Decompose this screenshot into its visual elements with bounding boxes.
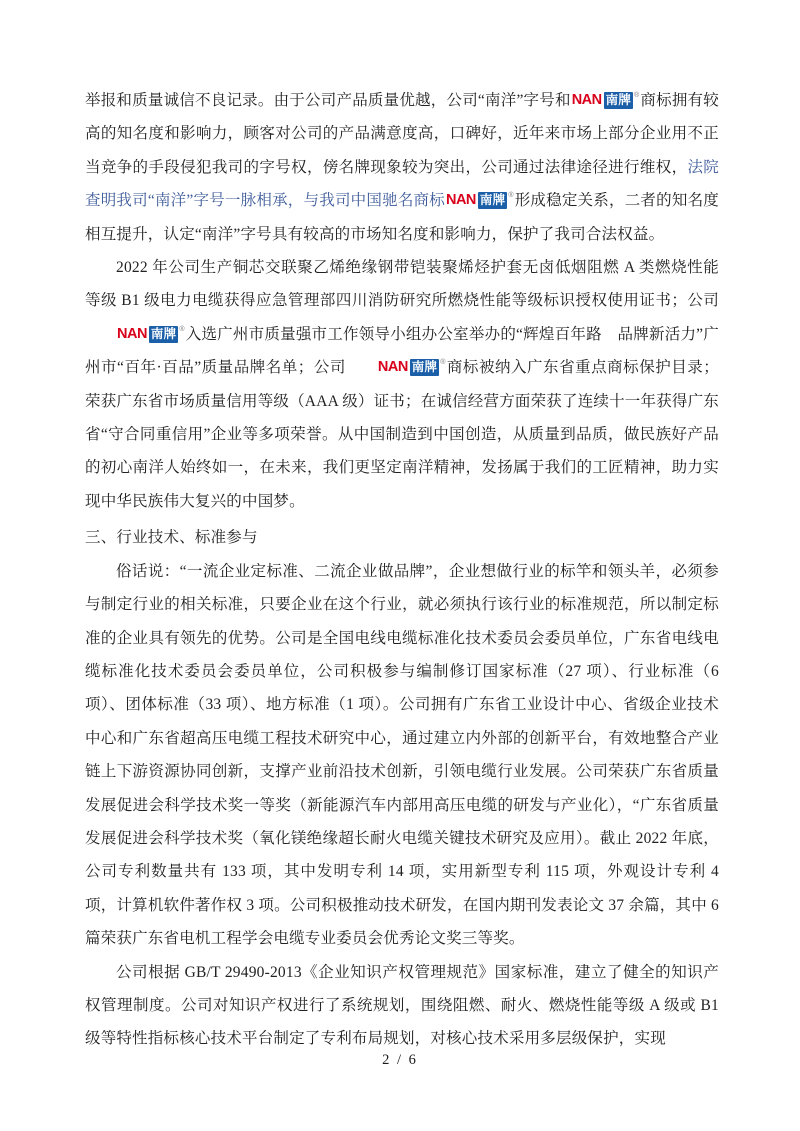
text-run: 形成稳定关系，二者的知名度相互提升，认定“南洋”字号具有较高的市场知名度和影响力，保护了我司合法权益。	[85, 192, 719, 243]
page-number: 2 / 6	[382, 1052, 418, 1068]
nan-brand-logo	[347, 359, 446, 375]
nan-brand-logo	[572, 92, 640, 108]
brand-nanpai-text: 南牌	[150, 326, 177, 341]
brand-registered-mark-icon: ®	[508, 192, 514, 200]
paragraph	[85, 84, 719, 251]
nan-brand-logo	[86, 326, 185, 342]
brand-nanpai-text: 南牌	[605, 93, 632, 107]
brand-nanpai-text: 南牌	[479, 193, 506, 208]
brand-nan-text: NAN	[377, 359, 408, 376]
text-run: 公司根据 GB/T 29490-2013《企业知识产权管理规范》国家标准，建立了健全的知识产权管理制度。公司对知识产权进行了系统规划，围绕阻燃、耐火、燃烧性能等级 A 级或 B1 级等特性指标核心技术平台制定了专利布局规划，对核心技术采用多层级保护，实现	[85, 963, 719, 1048]
brand-registered-mark-icon: ®	[634, 92, 640, 99]
brand-registered-mark-icon: ®	[440, 359, 446, 367]
brand-registered-mark-icon: ®	[179, 325, 185, 333]
paragraph	[85, 251, 719, 518]
text-run: 入选广州市质量强市工作领导小组办公室举办的“辉煌百年路 品牌新活力”广州市“百年·百品”质量品牌名单；公司	[85, 325, 719, 377]
text-run: 举报和质量诚信不良记录。由于公司产品质量优越，公司“南洋”字号和	[85, 92, 571, 109]
brand-nan-text: NAN	[445, 192, 476, 209]
document-content	[85, 84, 719, 1056]
paragraph	[85, 555, 719, 956]
text-run: 商标被纳入广东省重点商标保护目录；荣获广东省市场质量信用等级（AAA 级）证书；在诚信经营方面荣获了连续十一年获得广东省“守合同重信用”企业等多项荣誉。从中国制造到中国创造，从质量到品质，做民族好产品的初心南洋人始终如一，在未来，我们更坚定南洋精神，发扬属于我们的工匠精神，助力实现中华民族伟大复兴的中国梦。	[85, 359, 720, 510]
nan-brand-logo	[446, 192, 514, 208]
brand-nanpai-text: 南牌	[411, 360, 438, 375]
text-run: 商标拥有较高的知名度和影响力，顾客对公司的产品满意度高，口碑好，近年来市场上部分企业用不正当竞争的手段侵犯我司的字号权，傍名牌现象较为突出，公司通过法律途径进行维权，	[85, 92, 719, 176]
text-run: 俗话说：“一流企业定标准、二流企业做品牌”，企业想做行业的标竿和领头羊，必须参与制定行业的相关标准，只要企业在这个行业，就必须执行该行业的标准规范，所以制定标准的企业具有领先的优势。公司是全国电线电缆标准化技术委员会委员单位，广东省电线电缆标准化技术委员会委员单位，公司积极参与编制修订国家标准（27 项）、行业标准（6 项）、团体标准（33 项）、地方标准（1 项）。公司拥有广东省工业设计中心、省级企业技术中心和广东省超高压电缆工程技术研究中心，通过建立内外部的创新平台，有效地整合产业链上下游资源协同创新，支撑产业前沿技术创新，引领电缆行业发展。公司荣获广东省质量发展促进会科学技术奖一等奖（新能源汽车内部用高压电缆的研发与产业化），“广东省质量发展促进会科学技术奖（氧化镁绝缘超长耐火电缆关键技术研究及应用）。截止 2022 年底，公司专利数量共有 133 项，其中发明专利 14 项，实用新型专利 115 项，外观设计专利 4 项，计算机软件著作权 3 项。公司积极推动技术研发，在国内期刊发表论文 37 余篇，其中 6 篇荣获广东省电机工程学会电缆专业委员会优秀论文奖三等奖。	[85, 562, 719, 948]
text-run: 法院查明我司“南洋”字号一脉相承，与我司中国驰名商标	[85, 158, 719, 210]
text-run: 2022 年公司生产铜芯交联聚乙烯绝缘钢带铠装聚烯烃护套无卤低烟阻燃 A 类燃烧性能等级 B1 级电力电缆获得应急管理部四川消防研究所燃烧性能等级标识授权使用证书；公司	[85, 259, 719, 310]
brand-nan-text: NAN	[117, 325, 147, 342]
section-heading: 三、行业技术、标准参与	[85, 529, 258, 547]
paragraph	[85, 956, 719, 1056]
brand-nan-text: NAN	[571, 92, 602, 108]
